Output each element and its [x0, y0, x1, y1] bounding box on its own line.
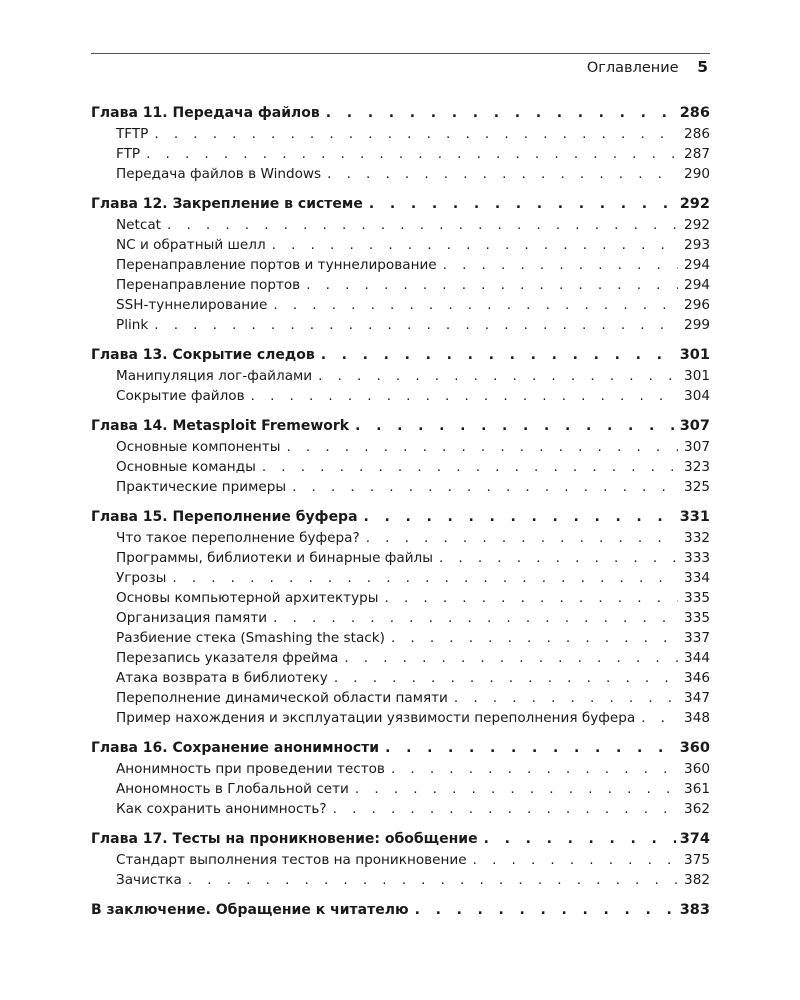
toc-chapter-entry-page: 331	[679, 509, 710, 525]
dot-leader	[262, 457, 678, 477]
dot-leader	[369, 193, 676, 215]
toc-chapter-entry-page: 374	[679, 831, 710, 847]
toc-section-entry-title: Основные компоненты	[116, 439, 281, 455]
toc-section-entry-page: 294	[684, 277, 710, 293]
dot-leader	[473, 850, 678, 870]
toc-section-entry-title: Основы компьютерной архитектуры	[116, 590, 379, 606]
toc-section-entry-title: Основные команды	[116, 459, 256, 475]
toc-section-entry[interactable]	[91, 315, 710, 335]
dot-leader	[273, 295, 678, 315]
toc-section-entry[interactable]	[91, 124, 710, 144]
toc-section-entry[interactable]	[91, 648, 710, 668]
toc-section-entry[interactable]	[91, 215, 710, 235]
toc-chapter-entry-title: Глава 14. Metasploit Fremework	[91, 418, 350, 434]
toc-section-entry-page: 361	[684, 781, 710, 797]
toc-section-entry-title: Перезапись указателя фрейма	[116, 650, 339, 666]
toc-section-entry-page: 360	[684, 761, 710, 777]
page-number: 5	[697, 58, 708, 76]
toc-chapter-entry-title: Глава 13. Сокрытие следов	[91, 347, 315, 363]
dot-leader	[443, 255, 678, 275]
toc-section-entry-page: 334	[684, 570, 710, 586]
dot-leader	[344, 648, 678, 668]
header-rule	[91, 53, 710, 54]
dot-leader	[327, 164, 678, 184]
dot-leader	[292, 477, 678, 497]
toc-section-entry-page: 325	[684, 479, 710, 495]
toc-section-entry[interactable]	[91, 608, 710, 628]
dot-leader	[366, 528, 678, 548]
toc-section-entry[interactable]	[91, 255, 710, 275]
toc-section-entry-page: 362	[684, 801, 710, 817]
dot-leader	[272, 235, 678, 255]
dot-leader	[188, 870, 678, 890]
dot-leader	[167, 215, 678, 235]
toc-section-entry[interactable]	[91, 528, 710, 548]
toc-chapter-entry-page: 383	[679, 902, 710, 918]
toc-section-entry-title: Пример нахождения и эксплуатации уязвимости переполнения буфера	[116, 710, 636, 726]
toc-section-entry[interactable]	[91, 779, 710, 799]
toc-chapter-entry[interactable]	[91, 344, 710, 366]
toc-chapter-entry[interactable]	[91, 899, 710, 921]
toc-section-entry-title: Netcat	[116, 217, 161, 233]
toc-section-entry-page: 337	[684, 630, 710, 646]
toc-chapter	[91, 193, 710, 335]
dot-leader	[172, 568, 678, 588]
toc-section-entry-title: Разбиение стека (Smashing the stack)	[116, 630, 385, 646]
dot-leader	[321, 344, 676, 366]
table-of-contents	[91, 102, 710, 930]
toc-section-entry-page: 382	[684, 872, 710, 888]
toc-section-entry[interactable]	[91, 668, 710, 688]
toc-chapter	[91, 415, 710, 497]
toc-section-entry[interactable]	[91, 799, 710, 819]
toc-chapter-entry[interactable]	[91, 415, 710, 437]
toc-section-entry[interactable]	[91, 275, 710, 295]
toc-section-entry-page: 348	[684, 710, 710, 726]
dot-leader	[391, 759, 678, 779]
dot-leader	[326, 102, 676, 124]
toc-chapter-entry[interactable]	[91, 506, 710, 528]
toc-section-entry-title: SSH-туннелирование	[116, 297, 268, 313]
dot-leader	[333, 799, 678, 819]
toc-section-entry[interactable]	[91, 870, 710, 890]
toc-section-entry-title: Стандарт выполнения тестов на проникновение	[116, 852, 467, 868]
toc-section-entry[interactable]	[91, 688, 710, 708]
toc-chapter-entry-title: Глава 15. Переполнение буфера	[91, 509, 358, 525]
toc-chapter-entry[interactable]	[91, 828, 710, 850]
dot-leader	[154, 124, 678, 144]
toc-chapter	[91, 899, 710, 921]
toc-section-entry-page: 346	[684, 670, 710, 686]
toc-section-entry-title: Plink	[116, 317, 149, 333]
toc-section-entry[interactable]	[91, 628, 710, 648]
toc-section-entry[interactable]	[91, 850, 710, 870]
dot-leader	[273, 608, 678, 628]
toc-section-entry-title: Перенаправление портов	[116, 277, 301, 293]
toc-chapter	[91, 828, 710, 890]
toc-section-entry-page: 375	[684, 852, 710, 868]
toc-section-entry-title: Передача файлов в Windows	[116, 166, 322, 182]
toc-chapter-entry-page: 292	[679, 196, 710, 212]
toc-section-entry-title: NC и обратный шелл	[116, 237, 266, 253]
dot-leader	[146, 144, 678, 164]
toc-section-entry-title: Практические примеры	[116, 479, 287, 495]
toc-section-entry-page: 294	[684, 257, 710, 273]
toc-chapter-entry-page: 307	[679, 418, 710, 434]
toc-section-entry-page: 333	[684, 550, 710, 566]
toc-section-entry[interactable]	[91, 366, 710, 386]
toc-section-entry-title: Переполнение динамической области памяти	[116, 690, 448, 706]
toc-chapter	[91, 737, 710, 819]
toc-section-entry[interactable]	[91, 568, 710, 588]
toc-section-entry[interactable]	[91, 588, 710, 608]
toc-section-entry-page: 323	[684, 459, 710, 475]
dot-leader	[439, 548, 678, 568]
toc-section-entry-page: 332	[684, 530, 710, 546]
toc-section-entry-page: 347	[684, 690, 710, 706]
toc-section-entry-title: Зачистка	[116, 872, 182, 888]
toc-chapter-entry-title: Глава 16. Сохранение анонимности	[91, 740, 380, 756]
dot-leader	[641, 708, 678, 728]
dot-leader	[154, 315, 678, 335]
toc-chapter-entry-page: 360	[679, 740, 710, 756]
toc-chapter-entry-page: 301	[679, 347, 710, 363]
toc-chapter	[91, 102, 710, 184]
toc-section-entry-page: 296	[684, 297, 710, 313]
toc-section-entry-title: TFTP	[116, 126, 149, 142]
toc-chapter-entry[interactable]	[91, 193, 710, 215]
toc-chapter-entry-title: Глава 17. Тесты на проникновение: обобщение	[91, 831, 478, 847]
toc-section-entry[interactable]	[91, 235, 710, 255]
dot-leader	[355, 415, 676, 437]
toc-section-entry-page: 293	[684, 237, 710, 253]
toc-section-entry-title: FTP	[116, 146, 141, 162]
toc-section-entry-title: Сокрытие файлов	[116, 388, 245, 404]
toc-section-entry-page: 290	[684, 166, 710, 182]
toc-section-entry[interactable]	[91, 295, 710, 315]
toc-section-entry-page: 307	[684, 439, 710, 455]
toc-section-entry-page: 286	[684, 126, 710, 142]
toc-section-entry[interactable]	[91, 759, 710, 779]
toc-section-entry-page: 335	[684, 590, 710, 606]
toc-chapter-entry-page: 286	[679, 105, 710, 121]
toc-chapter-entry[interactable]	[91, 102, 710, 124]
toc-section-entry-page: 335	[684, 610, 710, 626]
dot-leader	[385, 737, 676, 759]
dot-leader	[251, 386, 678, 406]
toc-section-entry-title: Как сохранить анонимность?	[116, 801, 327, 817]
dot-leader	[484, 828, 676, 850]
dot-leader	[364, 506, 676, 528]
dot-leader	[286, 437, 678, 457]
toc-section-entry[interactable]	[91, 548, 710, 568]
dot-leader	[454, 688, 678, 708]
toc-section-entry-title: Анономность в Глобальной сети	[116, 781, 349, 797]
toc-chapter-entry-title: Глава 11. Передача файлов	[91, 105, 320, 121]
toc-section-entry-page: 299	[684, 317, 710, 333]
toc-section-entry-title: Анонимность при проведении тестов	[116, 761, 385, 777]
toc-chapter	[91, 506, 710, 728]
toc-section-entry-title: Манипуляция лог-файлами	[116, 368, 313, 384]
running-header	[587, 58, 708, 76]
toc-section-entry-title: Что такое переполнение буфера?	[116, 530, 360, 546]
dot-leader	[334, 668, 678, 688]
toc-section-entry-title: Угрозы	[116, 570, 167, 586]
toc-chapter	[91, 344, 710, 406]
toc-section-entry-title: Программы, библиотеки и бинарные файлы	[116, 550, 433, 566]
dot-leader	[391, 628, 678, 648]
dot-leader	[355, 779, 678, 799]
toc-section-entry-page: 292	[684, 217, 710, 233]
dot-leader	[306, 275, 678, 295]
toc-section-entry[interactable]	[91, 386, 710, 406]
toc-section-entry-page: 301	[684, 368, 710, 384]
dot-leader	[318, 366, 678, 386]
dot-leader	[385, 588, 679, 608]
running-header-title: Оглавление	[586, 60, 679, 76]
toc-chapter-entry-title: В заключение. Обращение к читателю	[91, 902, 409, 918]
toc-section-entry-page: 304	[684, 388, 710, 404]
toc-section-entry[interactable]	[91, 708, 710, 728]
toc-section-entry-page: 287	[684, 146, 710, 162]
toc-section-entry[interactable]	[91, 164, 710, 184]
toc-section-entry[interactable]	[91, 144, 710, 164]
toc-section-entry-page: 344	[684, 650, 710, 666]
toc-section-entry-title: Атака возврата в библиотеку	[116, 670, 328, 686]
toc-section-entry[interactable]	[91, 477, 710, 497]
toc-chapter-entry[interactable]	[91, 737, 710, 759]
toc-section-entry[interactable]	[91, 457, 710, 477]
toc-section-entry-title: Перенаправление портов и туннелирование	[116, 257, 437, 273]
toc-section-entry[interactable]	[91, 437, 710, 457]
dot-leader	[415, 899, 676, 921]
toc-chapter-entry-title: Глава 12. Закрепление в системе	[91, 196, 363, 212]
toc-section-entry-title: Организация памяти	[116, 610, 268, 626]
